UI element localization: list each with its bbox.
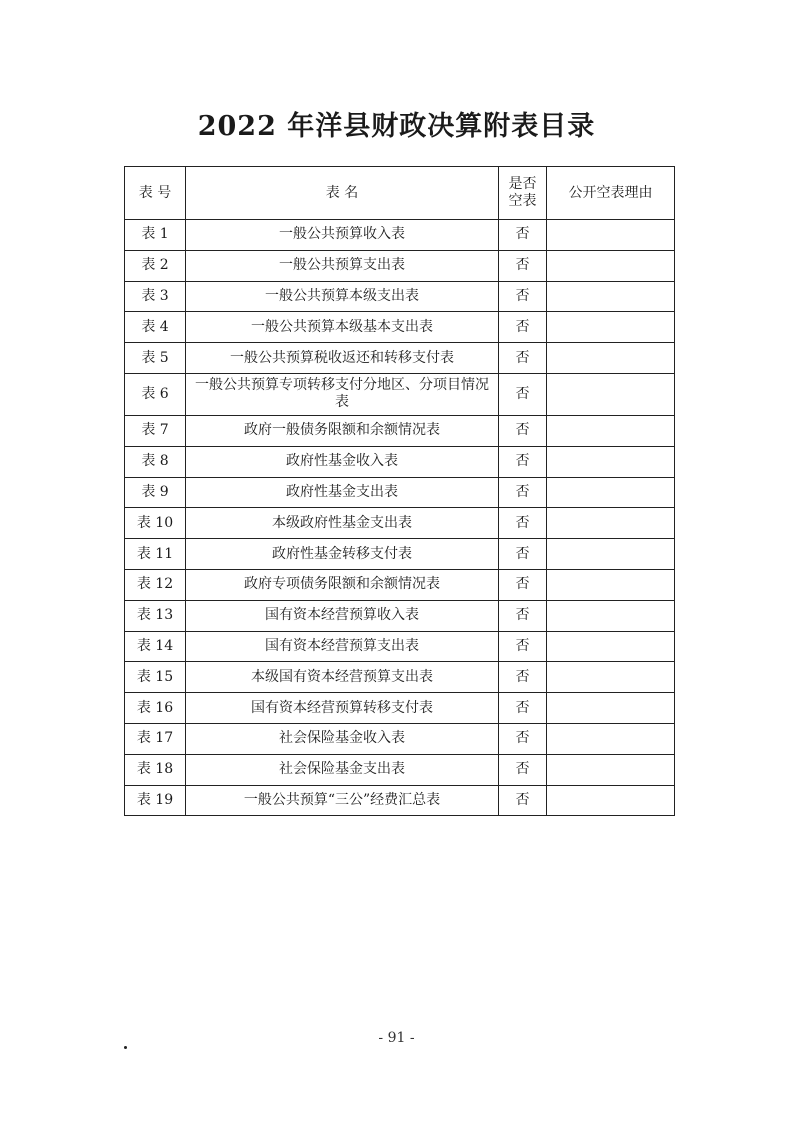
cell-table-name: 社会保险基金支出表: [186, 754, 499, 785]
cell-table-name: 一般公共预算税收返还和转移支付表: [186, 343, 499, 374]
cell-table-number: 表 8: [125, 446, 186, 477]
table-row: [125, 785, 675, 816]
cell-is-empty: 否: [499, 600, 547, 631]
cell-table-name: 政府性基金转移支付表: [186, 539, 499, 570]
cell-is-empty: 否: [499, 415, 547, 446]
cell-table-name: 一般公共预算本级支出表: [186, 281, 499, 312]
cell-table-name: 国有资本经营预算收入表: [186, 600, 499, 631]
cell-empty-reason: [547, 373, 675, 415]
table-row: [125, 508, 675, 539]
cell-is-empty: 否: [499, 693, 547, 724]
cell-empty-reason: [547, 343, 675, 374]
cell-table-name: 政府性基金收入表: [186, 446, 499, 477]
cell-table-name: 国有资本经营预算转移支付表: [186, 693, 499, 724]
cell-table-name: 一般公共预算专项转移支付分地区、分项目情况表: [186, 373, 499, 415]
cell-is-empty: 否: [499, 569, 547, 600]
table-row: [125, 600, 675, 631]
table-row: [125, 693, 675, 724]
table-row: [125, 415, 675, 446]
cell-empty-reason: [547, 477, 675, 508]
cell-table-name: 一般公共预算收入表: [186, 220, 499, 251]
cell-is-empty: 否: [499, 281, 547, 312]
cell-is-empty: 否: [499, 723, 547, 754]
cell-is-empty: 否: [499, 662, 547, 693]
cell-table-name: 本级政府性基金支出表: [186, 508, 499, 539]
cell-table-number: 表 7: [125, 415, 186, 446]
cell-table-number: 表 16: [125, 693, 186, 724]
cell-table-number: 表 19: [125, 785, 186, 816]
table-row: [125, 754, 675, 785]
header-table-number: 表 号: [125, 167, 186, 220]
cell-table-name: 一般公共预算支出表: [186, 250, 499, 281]
table-row: [125, 250, 675, 281]
cell-table-number: 表 3: [125, 281, 186, 312]
cell-table-name: 政府专项债务限额和余额情况表: [186, 569, 499, 600]
table-row: [125, 220, 675, 251]
page-title: 2022 年洋县财政决算附表目录: [197, 111, 596, 142]
cell-empty-reason: [547, 281, 675, 312]
cell-empty-reason: [547, 539, 675, 570]
table-row: [125, 539, 675, 570]
cell-table-number: 表 18: [125, 754, 186, 785]
cell-empty-reason: [547, 693, 675, 724]
table-row: [125, 373, 675, 415]
cell-empty-reason: [547, 569, 675, 600]
cell-is-empty: 否: [499, 312, 547, 343]
cell-table-number: 表 11: [125, 539, 186, 570]
cell-table-number: 表 4: [125, 312, 186, 343]
cell-table-number: 表 5: [125, 343, 186, 374]
cell-empty-reason: [547, 220, 675, 251]
table-row: [125, 662, 675, 693]
cell-is-empty: 否: [499, 785, 547, 816]
table-header-row: [125, 167, 675, 220]
cell-table-name: 本级国有资本经营预算支出表: [186, 662, 499, 693]
cell-empty-reason: [547, 785, 675, 816]
cell-empty-reason: [547, 446, 675, 477]
cell-empty-reason: [547, 600, 675, 631]
cell-table-number: 表 12: [125, 569, 186, 600]
page-number: - 91 -: [378, 1030, 415, 1046]
cell-empty-reason: [547, 250, 675, 281]
table-row: [125, 281, 675, 312]
cell-empty-reason: [547, 312, 675, 343]
cell-table-number: 表 1: [125, 220, 186, 251]
table-row: [125, 343, 675, 374]
table-row: [125, 723, 675, 754]
header-table-name: 表 名: [186, 167, 499, 220]
cell-is-empty: 否: [499, 373, 547, 415]
cell-table-number: 表 13: [125, 600, 186, 631]
table-row: [125, 312, 675, 343]
table-row: [125, 446, 675, 477]
cell-is-empty: 否: [499, 477, 547, 508]
cell-empty-reason: [547, 723, 675, 754]
cell-empty-reason: [547, 631, 675, 662]
cell-table-number: 表 10: [125, 508, 186, 539]
cell-is-empty: 否: [499, 754, 547, 785]
cell-empty-reason: [547, 754, 675, 785]
table-row: [125, 631, 675, 662]
cell-table-name: 国有资本经营预算支出表: [186, 631, 499, 662]
cell-table-name: 政府一般债务限额和余额情况表: [186, 415, 499, 446]
cell-is-empty: 否: [499, 631, 547, 662]
header-empty-reason: 公开空表理由: [547, 167, 675, 220]
cell-is-empty: 否: [499, 220, 547, 251]
cell-table-number: 表 2: [125, 250, 186, 281]
cell-empty-reason: [547, 508, 675, 539]
margin-dot: [124, 1046, 127, 1049]
cell-is-empty: 否: [499, 250, 547, 281]
cell-is-empty: 否: [499, 539, 547, 570]
cell-table-number: 表 6: [125, 373, 186, 415]
table-row: [125, 569, 675, 600]
cell-table-name: 社会保险基金收入表: [186, 723, 499, 754]
cell-is-empty: 否: [499, 446, 547, 477]
table-row: [125, 477, 675, 508]
cell-table-name: 一般公共预算“三公”经费汇总表: [186, 785, 499, 816]
attachment-catalog-table: [124, 166, 675, 816]
cell-empty-reason: [547, 662, 675, 693]
cell-empty-reason: [547, 415, 675, 446]
cell-table-number: 表 9: [125, 477, 186, 508]
cell-is-empty: 否: [499, 508, 547, 539]
cell-table-number: 表 14: [125, 631, 186, 662]
cell-is-empty: 否: [499, 343, 547, 374]
cell-table-name: 一般公共预算本级基本支出表: [186, 312, 499, 343]
cell-table-number: 表 17: [125, 723, 186, 754]
cell-table-number: 表 15: [125, 662, 186, 693]
cell-table-name: 政府性基金支出表: [186, 477, 499, 508]
header-is-empty: 是否空表: [499, 167, 547, 220]
